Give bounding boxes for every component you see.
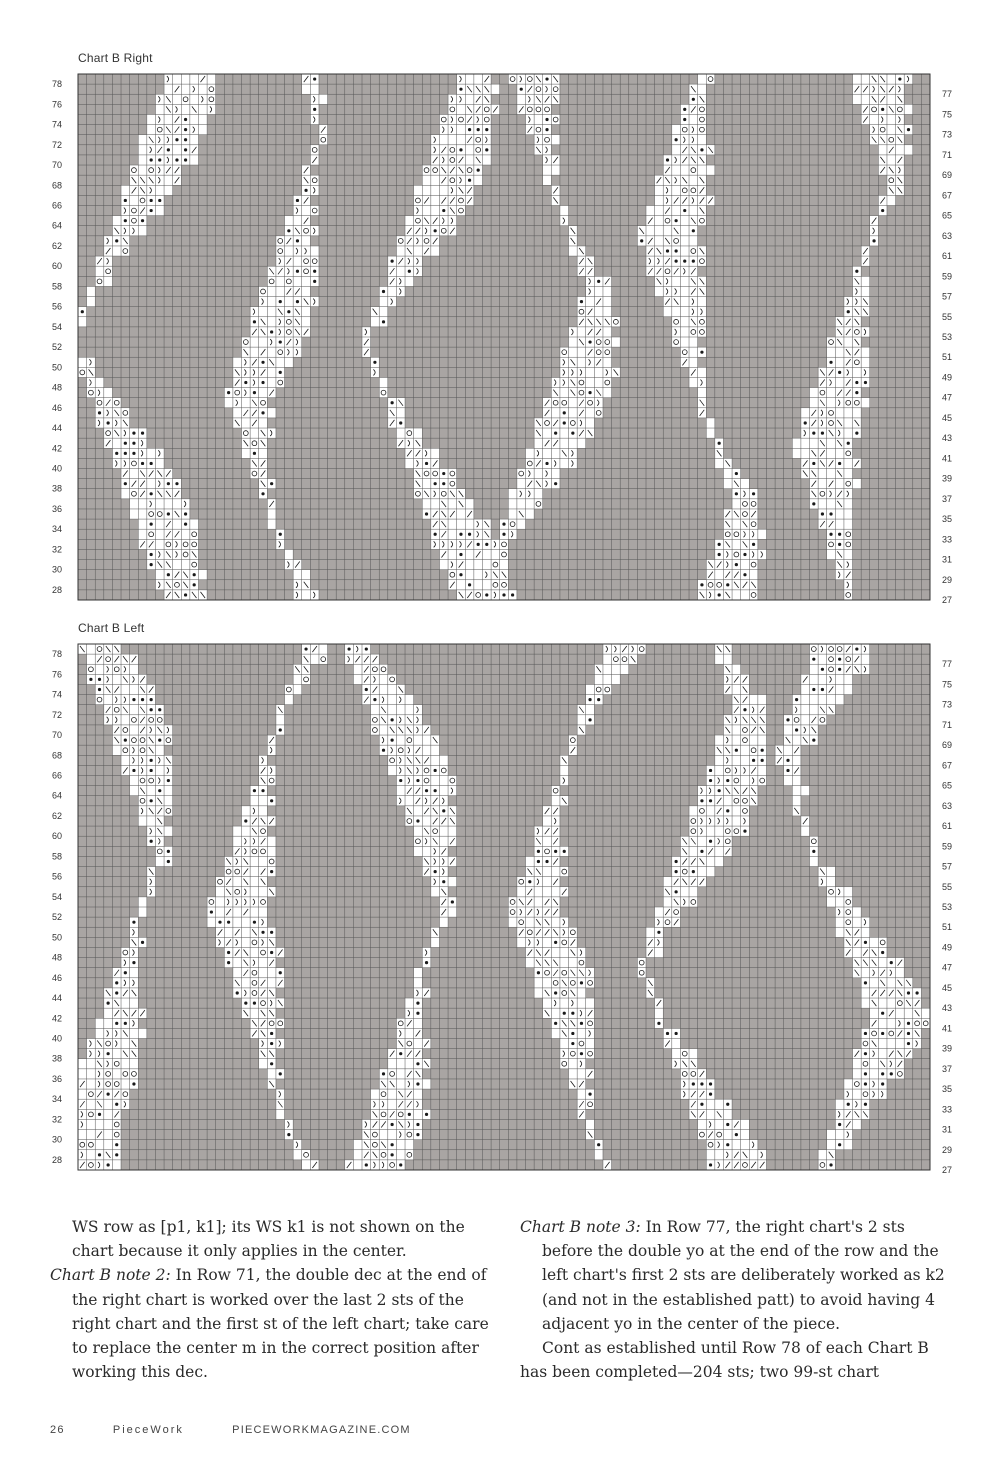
- row-number-left: 44: [52, 993, 63, 1004]
- row-number-right: 63: [942, 800, 953, 811]
- row-number-right: 51: [942, 922, 953, 933]
- row-number-left: 52: [52, 342, 63, 353]
- row-number-right: 31: [942, 1124, 953, 1135]
- row-number-right: 41: [942, 453, 953, 464]
- row-number-right: 71: [942, 149, 953, 160]
- row-number-left: 34: [52, 524, 63, 535]
- row-number-right: 75: [942, 679, 953, 690]
- chart-b-left: [40, 638, 960, 1178]
- row-number-left: 30: [52, 1134, 63, 1145]
- row-number-left: 76: [52, 99, 63, 110]
- note-3-label: Chart B note 3:: [520, 1218, 641, 1236]
- row-number-right: 55: [942, 311, 953, 322]
- row-number-left: 42: [52, 1013, 63, 1024]
- row-number-left: 36: [52, 1073, 63, 1084]
- row-number-right: 47: [942, 962, 953, 973]
- row-number-left: 30: [52, 564, 63, 575]
- row-number-left: 70: [52, 160, 63, 171]
- row-number-right: 57: [942, 291, 953, 302]
- row-number-left: 38: [52, 1053, 63, 1064]
- ws-row-line-2: chart because it only applies in the center.: [72, 1242, 407, 1261]
- row-number-left: 38: [52, 483, 63, 494]
- row-number-right: 37: [942, 493, 953, 504]
- row-number-left: 52: [52, 912, 63, 923]
- magazine-brand: PieceWork: [112, 1424, 184, 1436]
- row-number-right: 45: [942, 412, 953, 423]
- note-2-text: In Row 71, the double dec at the end of the right chart is worked over the last 2 sts of the right chart and the first st of the left chart; take care to replace the center m in the correct position after working this dec.: [72, 1266, 489, 1382]
- row-number-right: 35: [942, 1084, 953, 1095]
- row-number-left: 66: [52, 770, 63, 781]
- row-number-left: 46: [52, 972, 63, 983]
- row-number-right: 67: [942, 760, 953, 771]
- row-number-right: 61: [942, 821, 953, 832]
- row-number-left: 44: [52, 423, 63, 434]
- row-number-left: 28: [52, 1154, 63, 1165]
- row-number-left: 68: [52, 180, 63, 191]
- row-number-right: 27: [942, 595, 953, 605]
- row-number-left: 70: [52, 730, 63, 741]
- note-3-text: In Row 77, the right chart's 2 sts before the double yo at the end of the row and the left chart's first 2 sts are deliberately worked as k2 (and not in the established patt) to avoid having 4 adjacent yo in the center of the piece.: [542, 1218, 945, 1333]
- row-number-right: 65: [942, 780, 953, 791]
- row-number-right: 43: [942, 1003, 953, 1014]
- row-number-left: 28: [52, 584, 63, 595]
- row-number-right: 47: [942, 392, 953, 403]
- row-number-left: 76: [52, 669, 63, 680]
- row-number-left: 36: [52, 503, 63, 514]
- row-number-right: 69: [942, 170, 953, 181]
- row-number-right: 33: [942, 1104, 953, 1115]
- row-number-left: 40: [52, 463, 63, 474]
- paragraph-ws-row: [50, 1215, 495, 1263]
- row-number-right: 61: [942, 251, 953, 262]
- row-number-left: 54: [52, 321, 63, 332]
- row-number-right: 27: [942, 1165, 953, 1175]
- chart-b-note-3: [520, 1215, 960, 1336]
- chart-b-note-2: [50, 1263, 495, 1384]
- row-number-left: 64: [52, 790, 63, 801]
- paragraph-continue: Cont as established until Row 78 of each Chart B has been completed—204 sts; two 99-st chart: [520, 1339, 929, 1382]
- page-footer: [50, 1424, 455, 1436]
- row-number-right: 69: [942, 740, 953, 751]
- row-number-right: 45: [942, 982, 953, 993]
- row-number-left: 56: [52, 301, 63, 312]
- row-number-left: 66: [52, 200, 63, 211]
- row-number-left: 54: [52, 891, 63, 902]
- row-number-right: 59: [942, 271, 953, 282]
- row-number-left: 72: [52, 139, 63, 150]
- row-number-right: 77: [942, 89, 953, 100]
- row-number-right: 67: [942, 190, 953, 201]
- row-number-left: 34: [52, 1094, 63, 1105]
- row-number-left: 56: [52, 871, 63, 882]
- body-column-left: [50, 1215, 495, 1384]
- row-number-left: 62: [52, 810, 63, 821]
- row-number-left: 58: [52, 851, 63, 862]
- row-number-left: 48: [52, 952, 63, 963]
- row-number-left: 42: [52, 443, 63, 454]
- row-number-right: 41: [942, 1023, 953, 1034]
- body-column-right: [520, 1215, 960, 1384]
- row-number-right: 39: [942, 1043, 953, 1054]
- row-number-right: 31: [942, 554, 953, 565]
- row-number-left: 48: [52, 382, 63, 393]
- row-number-left: 62: [52, 240, 63, 251]
- row-number-left: 40: [52, 1033, 63, 1044]
- row-number-left: 72: [52, 709, 63, 720]
- row-number-left: 32: [52, 544, 63, 555]
- chart-b-right-title: Chart B Right: [78, 51, 153, 65]
- row-number-right: 73: [942, 129, 953, 140]
- row-number-right: 39: [942, 473, 953, 484]
- row-number-right: 43: [942, 433, 953, 444]
- row-number-right: 55: [942, 881, 953, 892]
- row-number-left: 74: [52, 689, 63, 700]
- row-number-right: 73: [942, 699, 953, 710]
- row-number-right: 65: [942, 210, 953, 221]
- row-number-left: 60: [52, 831, 63, 842]
- ws-row-line-1: WS row as [p1, k1]; its WS k1 is not shown on the: [72, 1218, 465, 1236]
- row-number-right: 63: [942, 230, 953, 241]
- row-number-left: 64: [52, 220, 63, 231]
- row-number-left: 74: [52, 119, 63, 130]
- row-number-right: 53: [942, 902, 953, 912]
- row-number-left: 78: [52, 649, 63, 660]
- row-number-right: 49: [942, 372, 953, 383]
- chart-b-right: [40, 68, 960, 608]
- row-number-right: 71: [942, 719, 953, 730]
- row-number-left: 78: [52, 79, 63, 90]
- row-number-right: 37: [942, 1063, 953, 1074]
- row-number-right: 51: [942, 352, 953, 363]
- row-number-right: 77: [942, 659, 953, 670]
- row-number-right: 75: [942, 109, 953, 120]
- row-number-right: 35: [942, 514, 953, 525]
- row-number-left: 46: [52, 402, 63, 413]
- row-number-right: 29: [942, 1144, 953, 1155]
- row-number-right: 57: [942, 861, 953, 872]
- row-number-left: 58: [52, 281, 63, 292]
- chart-b-left-title: Chart B Left: [78, 621, 145, 635]
- row-number-left: 68: [52, 750, 63, 761]
- row-number-left: 50: [52, 362, 63, 373]
- row-number-left: 50: [52, 932, 63, 943]
- row-number-right: 33: [942, 534, 953, 545]
- row-number-left: 60: [52, 261, 63, 272]
- row-number-right: 29: [942, 574, 953, 585]
- row-number-right: 59: [942, 841, 953, 852]
- row-number-right: 53: [942, 332, 953, 342]
- website-url: PIECEWORKMAGAZINE.COM: [232, 1424, 411, 1436]
- row-number-left: 32: [52, 1114, 63, 1125]
- note-2-label: Chart B note 2:: [50, 1266, 171, 1285]
- page-number: 26: [50, 1424, 65, 1436]
- row-number-right: 49: [942, 942, 953, 953]
